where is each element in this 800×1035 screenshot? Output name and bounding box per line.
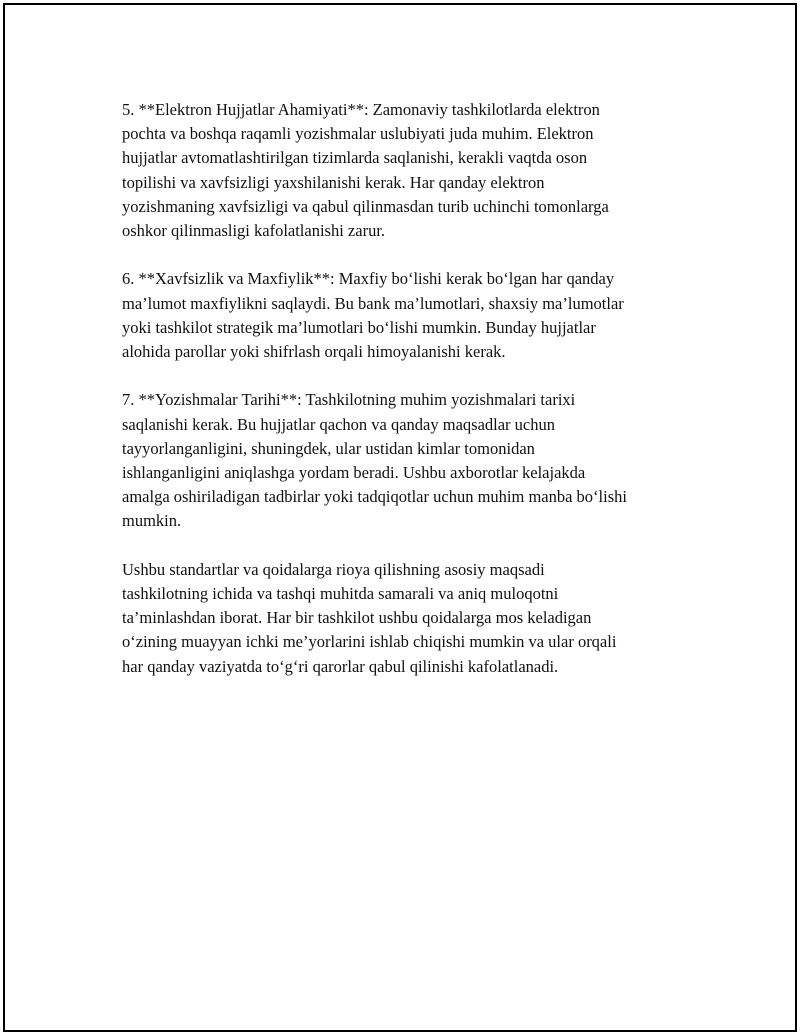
text-line: tashkilotning ichida va tashqi muhitda samarali va aniq muloqotni bbox=[122, 584, 559, 604]
text-line: Ushbu standartlar va qoidalarga rioya qilishning asosiy maqsadi bbox=[122, 559, 545, 579]
document-body bbox=[122, 98, 712, 703]
text-line: alohida parollar yoki shifrlash orqali himoyalanishi kerak. bbox=[122, 342, 506, 362]
text-line: saqlanishi kerak. Bu hujjatlar qachon va qanday maqsadlar uchun bbox=[122, 414, 555, 434]
text-line: har qanday vaziyatda to‘g‘ri qarorlar qabul qilinishi kafolatlanadi. bbox=[122, 656, 559, 676]
text-line: amalga oshiriladigan tadbirlar yoki tadqiqotlar uchun muhim manba bo‘lishi bbox=[122, 487, 627, 507]
text-line: oshkor qilinmasligi kafolatlanishi zarur. bbox=[122, 221, 386, 241]
text-line: tayyorlanganligini, shuningdek, ular ustidan kimlar tomonidan bbox=[122, 438, 535, 458]
text-line: 5. **Elektron Hujjatlar Ahamiyati**: Zamonaviy tashkilotlarda elektron bbox=[122, 100, 600, 119]
paragraph-electronic-documents bbox=[122, 98, 712, 243]
text-line: mumkin. bbox=[122, 511, 182, 531]
text-line: ma’lumot maxfiylikni saqlaydi. Bu bank ma’lumotlari, shaxsiy ma’lumotlar bbox=[122, 293, 624, 313]
paragraph-conclusion bbox=[122, 558, 712, 679]
text-line: o‘zining muayyan ichki me’yorlarini ishlab chiqishi mumkin va ular orqali bbox=[122, 632, 617, 652]
text-line: ishlanganligini aniqlashga yordam beradi. Ushbu axborotlar kelajakda bbox=[122, 463, 586, 483]
text-line: ta’minlashdan iborat. Har bir tashkilot ushbu qoidalarga mos keladigan bbox=[122, 608, 592, 628]
text-line: 7. **Yozishmalar Tarihi**: Tashkilotning muhim yozishmalari tarixi bbox=[122, 390, 576, 410]
text-line: pochta va boshqa raqamli yozishmalar uslubiyati juda muhim. Elektron bbox=[122, 124, 594, 144]
text-line: topilishi va xavfsizligi yaxshilanishi kerak. Har qanday elektron bbox=[122, 172, 545, 192]
text-line: yozishmaning xavfsizligi va qabul qilinmasdan turib uchinchi tomonlarga bbox=[122, 196, 609, 216]
document-page bbox=[3, 3, 797, 1032]
paragraph-security-privacy bbox=[122, 267, 712, 364]
text-line: hujjatlar avtomatlashtirilgan tizimlarda saqlanishi, kerakli vaqtda oson bbox=[122, 148, 588, 168]
text-line: yoki tashkilot strategik ma’lumotlari bo‘lishi mumkin. Bunday hujjatlar bbox=[122, 317, 596, 337]
paragraph-correspondence-history bbox=[122, 388, 712, 533]
text-line: 6. **Xavfsizlik va Maxfiylik**: Maxfiy bo‘lishi kerak bo‘lgan har qanday bbox=[122, 269, 615, 289]
